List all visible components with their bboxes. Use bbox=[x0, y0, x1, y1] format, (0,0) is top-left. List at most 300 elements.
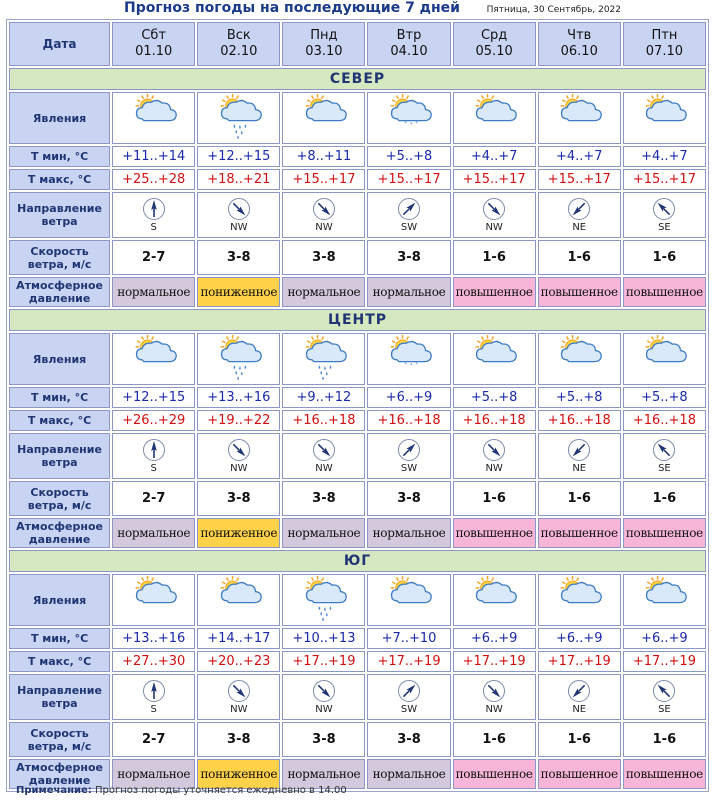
tmin-value: +8..+11 bbox=[282, 146, 365, 167]
wind-direction-cell bbox=[623, 674, 706, 720]
tmax-row bbox=[9, 651, 706, 672]
wind-direction-text: S bbox=[150, 704, 157, 715]
pressure-value: повышенное bbox=[538, 277, 621, 307]
phenomena-row bbox=[9, 333, 706, 385]
day-date: 05.10 bbox=[475, 44, 513, 59]
pressure-value: повышенное bbox=[623, 277, 706, 307]
forecast-table bbox=[6, 19, 709, 792]
wind-direction-text: SE bbox=[658, 704, 671, 715]
wind-direction bbox=[113, 438, 194, 474]
wind-compass-icon bbox=[482, 197, 506, 221]
rain-icon bbox=[295, 334, 353, 380]
wind-direction-label-line2: ветра bbox=[41, 456, 78, 469]
wind-speed-label-line1: Скорость bbox=[30, 244, 89, 258]
wind-direction-cell bbox=[367, 674, 450, 720]
wind-speed-label-line1: Скорость bbox=[30, 726, 89, 740]
tmin-value: +4..+7 bbox=[453, 146, 536, 167]
tmax-label: Т макс, °С bbox=[9, 651, 110, 672]
wind-speed-value: 3-8 bbox=[367, 722, 450, 757]
wind-direction-text: NW bbox=[485, 222, 503, 233]
tmin-value: +13..+16 bbox=[197, 387, 280, 408]
tmax-value: +16..+18 bbox=[367, 410, 450, 431]
tmin-value: +7..+10 bbox=[367, 628, 450, 649]
pressure-label-line1: Атмосферное bbox=[16, 761, 103, 774]
wind-direction-cell bbox=[282, 433, 365, 479]
tmin-value: +10..+13 bbox=[282, 628, 365, 649]
wind-direction-cell bbox=[623, 192, 706, 238]
svg-text:*: * bbox=[415, 362, 419, 369]
wind-direction bbox=[624, 438, 705, 474]
wind-speed-value: 3-8 bbox=[197, 240, 280, 275]
wind-speed-label-line2: ветра, м/с bbox=[27, 739, 92, 753]
wind-speed-label-line2: ветра, м/с bbox=[27, 257, 92, 271]
rain-icon bbox=[295, 575, 353, 621]
snow-icon bbox=[380, 93, 438, 139]
wind-speed-value: 3-8 bbox=[367, 481, 450, 516]
tmax-value: +15..+17 bbox=[453, 169, 536, 190]
phenomena-cell bbox=[453, 333, 536, 385]
wind-compass-icon bbox=[312, 438, 336, 462]
rain-icon bbox=[210, 334, 268, 380]
tmin-value: +12..+15 bbox=[197, 146, 280, 167]
day-header bbox=[623, 22, 706, 66]
wind-direction-text: NE bbox=[572, 222, 587, 233]
wind-speed-label-line1: Скорость bbox=[30, 485, 89, 499]
wind-speed-value: 3-8 bbox=[282, 722, 365, 757]
wind-direction-cell bbox=[197, 433, 280, 479]
wind-direction-text: SW bbox=[400, 704, 418, 715]
wind-direction-label bbox=[9, 674, 110, 720]
header-date-label: Дата bbox=[9, 22, 110, 66]
wind-speed-value: 1-6 bbox=[538, 722, 621, 757]
wind-compass-icon bbox=[397, 679, 421, 703]
wind-direction-text: NE bbox=[572, 704, 587, 715]
region-row bbox=[9, 550, 706, 572]
wind-speed-label-line2: ветра, м/с bbox=[27, 498, 92, 512]
wind-direction-text: SW bbox=[400, 222, 418, 233]
tmin-label: Т мин, °С bbox=[9, 387, 110, 408]
wind-speed-value: 2-7 bbox=[112, 722, 195, 757]
pressure-label bbox=[9, 518, 110, 548]
tmax-value: +17..+19 bbox=[453, 651, 536, 672]
wind-speed-value: 3-8 bbox=[197, 722, 280, 757]
pressure-value: повышенное bbox=[538, 759, 621, 789]
tmax-value: +15..+17 bbox=[367, 169, 450, 190]
region-title: ЦЕНТР bbox=[9, 309, 706, 331]
phenomena-cell bbox=[112, 333, 195, 385]
tmin-value: +12..+15 bbox=[112, 387, 195, 408]
tmin-value: +13..+16 bbox=[112, 628, 195, 649]
svg-text:*: * bbox=[409, 122, 413, 129]
wind-speed-value: 2-7 bbox=[112, 240, 195, 275]
pressure-value: нормальное bbox=[282, 518, 365, 548]
wind-direction bbox=[454, 438, 535, 474]
wind-direction-text: S bbox=[150, 222, 157, 233]
pressure-value: нормальное bbox=[112, 277, 195, 307]
wind-compass-icon bbox=[567, 438, 591, 462]
phenomena-cell bbox=[282, 333, 365, 385]
region-row bbox=[9, 68, 706, 90]
pressure-value: повышенное bbox=[453, 518, 536, 548]
wind-speed-value: 3-8 bbox=[282, 240, 365, 275]
day-name: Сбт bbox=[141, 28, 167, 43]
pressure-label-line2: давление bbox=[28, 774, 91, 787]
wind-direction-text: S bbox=[150, 463, 157, 474]
pressure-value: нормальное bbox=[112, 759, 195, 789]
tmin-value: +4..+7 bbox=[538, 146, 621, 167]
partly-cloudy-icon bbox=[635, 575, 693, 621]
phenomena-cell bbox=[112, 574, 195, 626]
tmin-value: +14..+17 bbox=[197, 628, 280, 649]
wind-direction-text: NW bbox=[485, 463, 503, 474]
title-bar bbox=[0, 0, 715, 20]
day-name: Срд bbox=[480, 28, 508, 43]
wind-direction-text: SE bbox=[658, 463, 671, 474]
page-title: Прогноз погоды на последующие 7 дней bbox=[124, 0, 460, 16]
wind-speed-value: 2-7 bbox=[112, 481, 195, 516]
tmin-label: Т мин, °С bbox=[9, 146, 110, 167]
phenomena-cell bbox=[367, 574, 450, 626]
svg-text:*: * bbox=[409, 363, 413, 370]
wind-compass-icon bbox=[482, 679, 506, 703]
pressure-value: пониженное bbox=[197, 277, 280, 307]
partly-cloudy-icon bbox=[635, 93, 693, 139]
phenomena-cell bbox=[538, 92, 621, 144]
wind-speed-row bbox=[9, 240, 706, 275]
wind-direction-cell bbox=[197, 192, 280, 238]
wind-direction-label bbox=[9, 192, 110, 238]
partly-cloudy-icon bbox=[465, 93, 523, 139]
wind-direction-cell bbox=[112, 674, 195, 720]
pressure-row bbox=[9, 518, 706, 548]
wind-direction bbox=[539, 679, 620, 715]
wind-direction bbox=[368, 197, 449, 233]
tmax-value: +27..+30 bbox=[112, 651, 195, 672]
phenomena-cell bbox=[112, 92, 195, 144]
partly-cloudy-icon bbox=[125, 334, 183, 380]
wind-compass-icon bbox=[567, 679, 591, 703]
wind-direction-text: NW bbox=[315, 463, 333, 474]
wind-speed-value: 1-6 bbox=[538, 240, 621, 275]
wind-direction-cell bbox=[538, 192, 621, 238]
wind-direction bbox=[539, 197, 620, 233]
phenomena-cell bbox=[453, 574, 536, 626]
phenomena-row bbox=[9, 92, 706, 144]
pressure-label-line1: Атмосферное bbox=[16, 520, 103, 533]
wind-direction bbox=[368, 438, 449, 474]
wind-direction bbox=[198, 679, 279, 715]
partly-cloudy-icon bbox=[380, 575, 438, 621]
wind-direction bbox=[283, 679, 364, 715]
pressure-value: повышенное bbox=[623, 518, 706, 548]
partly-cloudy-icon bbox=[125, 575, 183, 621]
tmax-value: +15..+17 bbox=[623, 169, 706, 190]
partly-cloudy-icon bbox=[550, 334, 608, 380]
day-name: Вск bbox=[226, 28, 251, 43]
day-date: 03.10 bbox=[305, 44, 343, 59]
tmax-value: +26..+29 bbox=[112, 410, 195, 431]
day-name: Втр bbox=[396, 28, 422, 43]
wind-direction-text: NW bbox=[315, 704, 333, 715]
footnote-text: Прогноз погоды уточняется ежедневно в 14.00 bbox=[95, 785, 347, 796]
snow-icon bbox=[380, 334, 438, 380]
phenomena-label: Явления bbox=[9, 333, 110, 385]
wind-direction-cell bbox=[197, 674, 280, 720]
pressure-value: повышенное bbox=[623, 759, 706, 789]
tmin-value: +6..+9 bbox=[367, 387, 450, 408]
phenomena-cell bbox=[453, 92, 536, 144]
wind-speed-value: 1-6 bbox=[538, 481, 621, 516]
pressure-label bbox=[9, 277, 110, 307]
wind-compass-icon bbox=[397, 197, 421, 221]
phenomena-cell bbox=[282, 574, 365, 626]
wind-direction bbox=[113, 679, 194, 715]
wind-direction-text: NW bbox=[230, 463, 248, 474]
wind-direction-cell bbox=[112, 433, 195, 479]
wind-direction bbox=[539, 438, 620, 474]
tmax-value: +25..+28 bbox=[112, 169, 195, 190]
day-date: 04.10 bbox=[390, 44, 428, 59]
pressure-value: нормальное bbox=[282, 277, 365, 307]
tmin-value: +5..+8 bbox=[453, 387, 536, 408]
wind-speed-value: 3-8 bbox=[282, 481, 365, 516]
phenomena-cell bbox=[623, 574, 706, 626]
phenomena-cell bbox=[367, 92, 450, 144]
tmin-value: +6..+9 bbox=[623, 628, 706, 649]
pressure-value: пониженное bbox=[197, 518, 280, 548]
wind-speed-value: 3-8 bbox=[197, 481, 280, 516]
wind-speed-value: 1-6 bbox=[623, 722, 706, 757]
wind-compass-icon bbox=[312, 197, 336, 221]
wind-direction-text: NW bbox=[315, 222, 333, 233]
pressure-value: повышенное bbox=[538, 518, 621, 548]
wind-compass-icon bbox=[652, 197, 676, 221]
pressure-value: нормальное bbox=[367, 518, 450, 548]
partly-cloudy-icon bbox=[550, 93, 608, 139]
wind-direction-text: NE bbox=[572, 463, 587, 474]
wind-speed-value: 1-6 bbox=[453, 240, 536, 275]
pressure-value: нормальное bbox=[367, 277, 450, 307]
wind-direction-label-line2: ветра bbox=[41, 215, 78, 228]
wind-direction-label bbox=[9, 433, 110, 479]
wind-direction bbox=[113, 197, 194, 233]
wind-speed-value: 3-8 bbox=[367, 240, 450, 275]
phenomena-cell bbox=[197, 333, 280, 385]
region-title: СЕВЕР bbox=[9, 68, 706, 90]
tmin-row bbox=[9, 387, 706, 408]
wind-speed-label bbox=[9, 722, 110, 757]
tmax-value: +16..+18 bbox=[623, 410, 706, 431]
tmax-value: +18..+21 bbox=[197, 169, 280, 190]
wind-direction bbox=[454, 197, 535, 233]
current-date: Пятница, 30 Сентябрь, 2022 bbox=[486, 5, 621, 15]
partly-cloudy-icon bbox=[210, 575, 268, 621]
partly-cloudy-icon bbox=[125, 93, 183, 139]
wind-compass-icon bbox=[227, 679, 251, 703]
pressure-label-line2: давление bbox=[28, 292, 91, 305]
wind-direction-cell bbox=[367, 192, 450, 238]
wind-compass-icon bbox=[567, 197, 591, 221]
wind-direction-cell bbox=[453, 433, 536, 479]
wind-direction-cell bbox=[282, 192, 365, 238]
wind-compass-icon bbox=[652, 679, 676, 703]
phenomena-cell bbox=[623, 92, 706, 144]
tmax-value: +17..+19 bbox=[538, 651, 621, 672]
tmin-row bbox=[9, 628, 706, 649]
phenomena-row bbox=[9, 574, 706, 626]
footnote-label: Примечание: bbox=[16, 785, 92, 796]
wind-direction-cell bbox=[538, 674, 621, 720]
tmax-value: +16..+18 bbox=[282, 410, 365, 431]
phenomena-label: Явления bbox=[9, 574, 110, 626]
phenomena-cell bbox=[367, 333, 450, 385]
tmax-row bbox=[9, 410, 706, 431]
wind-direction-label-line1: Направление bbox=[17, 684, 102, 697]
tmax-value: +15..+17 bbox=[282, 169, 365, 190]
wind-compass-icon bbox=[397, 438, 421, 462]
pressure-value: повышенное bbox=[453, 277, 536, 307]
wind-compass-icon bbox=[482, 438, 506, 462]
tmin-value: +4..+7 bbox=[623, 146, 706, 167]
wind-direction bbox=[454, 679, 535, 715]
wind-direction-text: SE bbox=[658, 222, 671, 233]
wind-direction-text: SW bbox=[400, 463, 418, 474]
tmax-value: +15..+17 bbox=[538, 169, 621, 190]
tmin-value: +9..+12 bbox=[282, 387, 365, 408]
tmin-label: Т мин, °С bbox=[9, 628, 110, 649]
tmax-value: +20..+23 bbox=[197, 651, 280, 672]
svg-text:*: * bbox=[404, 121, 408, 128]
tmin-value: +5..+8 bbox=[538, 387, 621, 408]
day-header bbox=[197, 22, 280, 66]
pressure-value: нормальное bbox=[282, 759, 365, 789]
wind-compass-icon bbox=[142, 197, 166, 221]
wind-compass-icon bbox=[652, 438, 676, 462]
partly-cloudy-icon bbox=[465, 334, 523, 380]
tmax-value: +16..+18 bbox=[538, 410, 621, 431]
wind-direction-row bbox=[9, 674, 706, 720]
phenomena-cell bbox=[538, 333, 621, 385]
pressure-value: пониженное bbox=[197, 759, 280, 789]
tmin-value: +5..+8 bbox=[367, 146, 450, 167]
day-header bbox=[538, 22, 621, 66]
day-date: 02.10 bbox=[220, 44, 258, 59]
wind-direction-cell bbox=[538, 433, 621, 479]
wind-direction bbox=[283, 197, 364, 233]
tmax-row bbox=[9, 169, 706, 190]
wind-direction-row bbox=[9, 433, 706, 479]
wind-direction-label-line1: Направление bbox=[17, 443, 102, 456]
wind-direction bbox=[198, 438, 279, 474]
wind-speed-value: 1-6 bbox=[453, 481, 536, 516]
wind-direction-text: NW bbox=[485, 704, 503, 715]
wind-speed-value: 1-6 bbox=[623, 481, 706, 516]
day-date: 07.10 bbox=[645, 44, 683, 59]
tmax-value: +19..+22 bbox=[197, 410, 280, 431]
wind-compass-icon bbox=[142, 438, 166, 462]
footnote bbox=[16, 785, 347, 796]
partly-cloudy-icon bbox=[550, 575, 608, 621]
tmin-value: +6..+9 bbox=[453, 628, 536, 649]
pressure-label-line2: давление bbox=[28, 533, 91, 546]
wind-speed-row bbox=[9, 481, 706, 516]
tmax-value: +17..+19 bbox=[282, 651, 365, 672]
partly-cloudy-icon bbox=[635, 334, 693, 380]
wind-direction-cell bbox=[282, 674, 365, 720]
wind-direction-cell bbox=[112, 192, 195, 238]
tmax-value: +17..+19 bbox=[367, 651, 450, 672]
pressure-label-line1: Атмосферное bbox=[16, 279, 103, 292]
rain-icon bbox=[210, 93, 268, 139]
tmax-value: +17..+19 bbox=[623, 651, 706, 672]
wind-direction bbox=[624, 679, 705, 715]
wind-direction-cell bbox=[453, 192, 536, 238]
partly-cloudy-icon bbox=[295, 93, 353, 139]
tmin-row bbox=[9, 146, 706, 167]
day-header bbox=[282, 22, 365, 66]
wind-direction-text: NW bbox=[230, 222, 248, 233]
wind-direction-row bbox=[9, 192, 706, 238]
svg-text:*: * bbox=[404, 362, 408, 369]
wind-direction bbox=[368, 679, 449, 715]
day-header bbox=[367, 22, 450, 66]
pressure-value: повышенное bbox=[453, 759, 536, 789]
tmax-value: +16..+18 bbox=[453, 410, 536, 431]
wind-direction bbox=[624, 197, 705, 233]
pressure-value: нормальное bbox=[367, 759, 450, 789]
day-date: 01.10 bbox=[135, 44, 173, 59]
wind-speed-value: 1-6 bbox=[623, 240, 706, 275]
day-name: Птн bbox=[651, 28, 678, 43]
phenomena-cell bbox=[538, 574, 621, 626]
tmax-label: Т макс, °С bbox=[9, 410, 110, 431]
wind-speed-label bbox=[9, 481, 110, 516]
tmin-value: +11..+14 bbox=[112, 146, 195, 167]
wind-speed-row bbox=[9, 722, 706, 757]
partly-cloudy-icon bbox=[465, 575, 523, 621]
day-name: Чтв bbox=[567, 28, 592, 43]
tmin-value: +5..+8 bbox=[623, 387, 706, 408]
phenomena-cell bbox=[197, 574, 280, 626]
wind-direction-cell bbox=[623, 433, 706, 479]
phenomena-cell bbox=[623, 333, 706, 385]
wind-compass-icon bbox=[227, 438, 251, 462]
wind-compass-icon bbox=[312, 679, 336, 703]
day-date: 06.10 bbox=[560, 44, 598, 59]
wind-direction-label-line2: ветра bbox=[41, 697, 78, 710]
phenomena-cell bbox=[282, 92, 365, 144]
tmax-label: Т макс, °С bbox=[9, 169, 110, 190]
header-row bbox=[9, 22, 706, 66]
day-name: Пнд bbox=[310, 28, 338, 43]
wind-speed-label bbox=[9, 240, 110, 275]
svg-text:*: * bbox=[415, 121, 419, 128]
region-row bbox=[9, 309, 706, 331]
wind-direction-cell bbox=[453, 674, 536, 720]
wind-direction bbox=[283, 438, 364, 474]
wind-direction-text: NW bbox=[230, 704, 248, 715]
tmin-value: +6..+9 bbox=[538, 628, 621, 649]
wind-direction-label-line1: Направление bbox=[17, 202, 102, 215]
wind-speed-value: 1-6 bbox=[453, 722, 536, 757]
pressure-value: нормальное bbox=[112, 518, 195, 548]
day-header bbox=[453, 22, 536, 66]
phenomena-label: Явления bbox=[9, 92, 110, 144]
wind-direction bbox=[198, 197, 279, 233]
day-header bbox=[112, 22, 195, 66]
wind-direction-cell bbox=[367, 433, 450, 479]
pressure-row bbox=[9, 277, 706, 307]
